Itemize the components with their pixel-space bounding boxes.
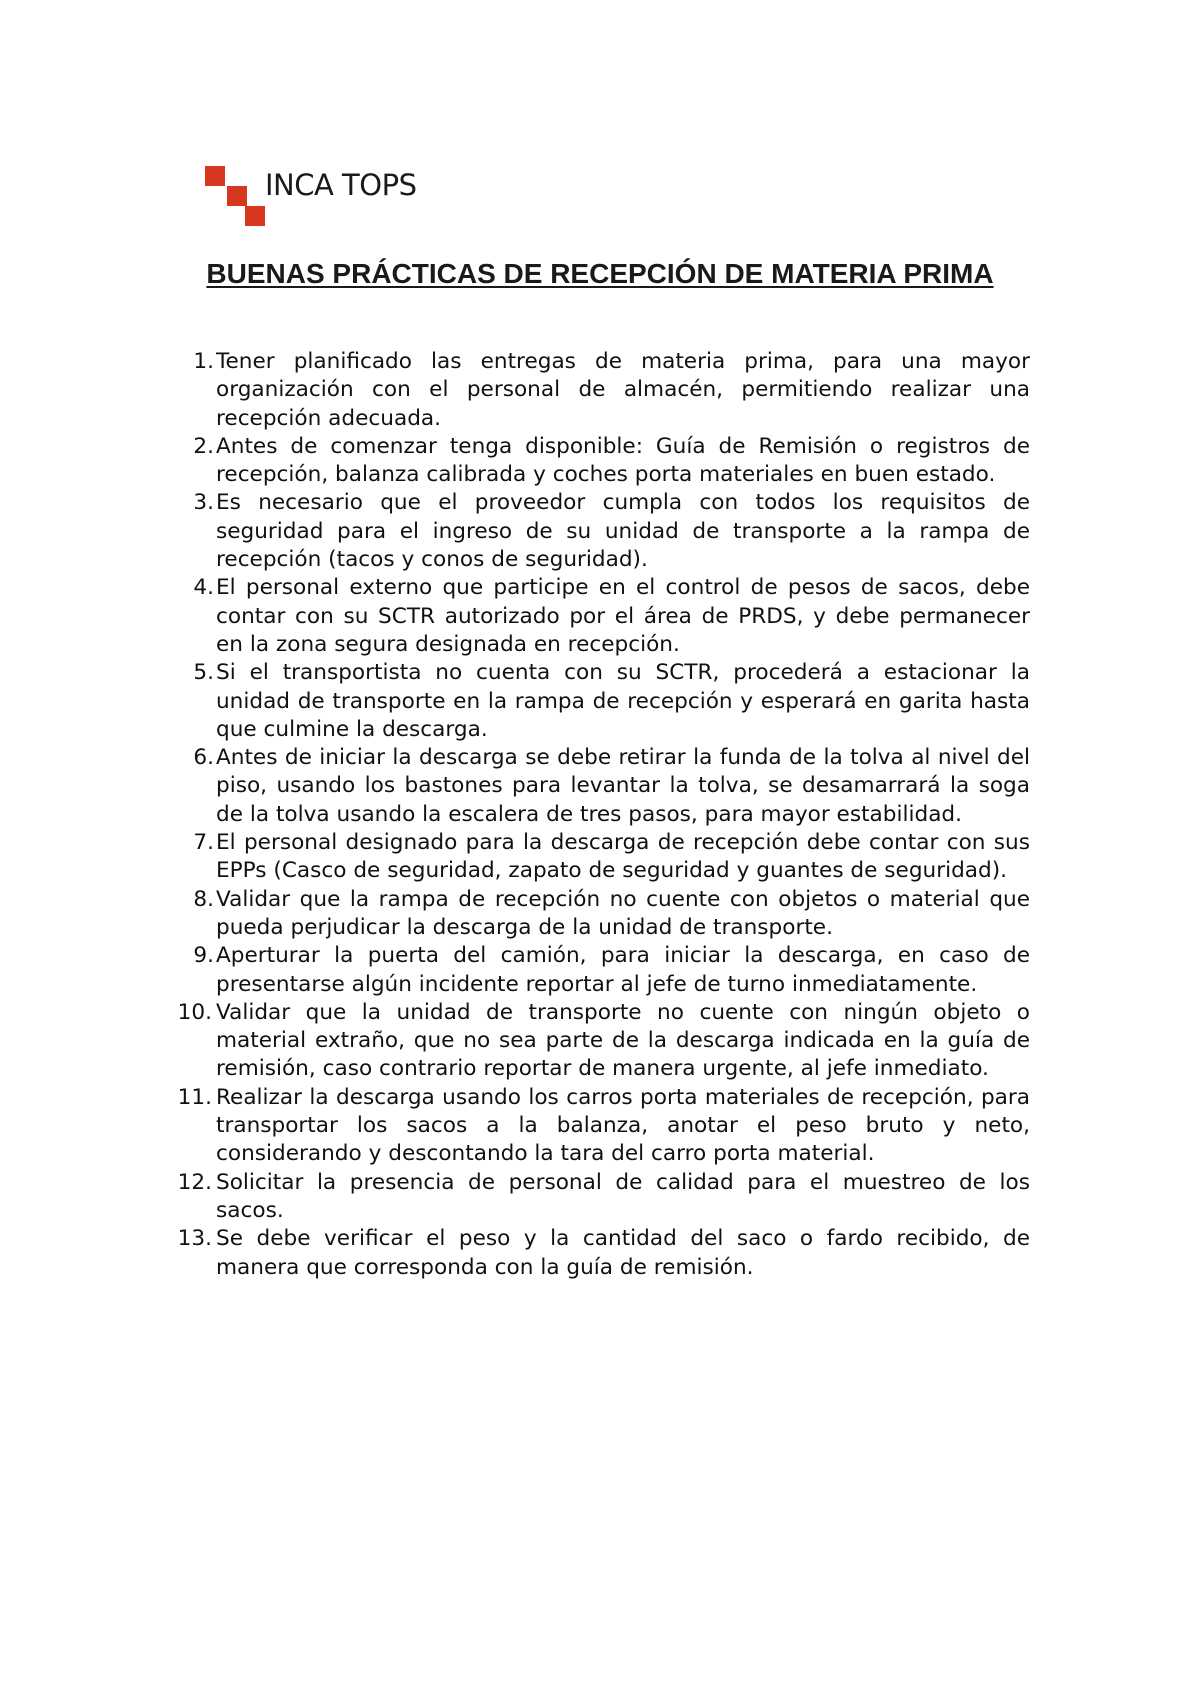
item-number: 11.	[177, 1084, 212, 1110]
item-text: Si el transportista no cuenta con su SCTR, procederá a estacionar la unidad de transporte en la rampa de recepción y esperará en garita hasta que culmine la descarga.	[216, 660, 1030, 742]
item-text: Validar que la rampa de recepción no cuente con objetos o material que pueda perjudicar la descarga de la unidad de transporte.	[216, 886, 1030, 940]
item-text: Antes de iniciar la descarga se debe retirar la funda de la tolva al nivel del piso, usando los bastones para levantar la tolva, se desamarrará la soga de la tolva usando la escalera de tres pasos, para mayor estabilidad.	[216, 745, 1030, 827]
item-text: Aperturar la puerta del camión, para iniciar la descarga, en caso de presentarse algún incidente reportar al jefe de turno inmediatamente.	[216, 943, 1030, 997]
list-item	[150, 348, 1030, 433]
item-text: Solicitar la presencia de personal de calidad para el muestreo de los sacos.	[216, 1169, 1030, 1223]
item-text: Antes de comenzar tenga disponible: Guía de Remisión o registros de recepción, balanza calibrada y coches porta materiales en buen estado.	[216, 433, 1030, 488]
list-item	[150, 1169, 1030, 1226]
item-text: Se debe verificar el peso y la cantidad del saco o fardo recibido, de manera que corresponda con la guía de remisión.	[216, 1226, 1030, 1280]
list-item	[150, 1225, 1030, 1282]
item-text: El personal externo que participe en el control de pesos de sacos, debe contar con su SCTR autorizado por el área de PRDS, y debe permanecer en la zona segura designada en recepción.	[216, 575, 1030, 657]
item-text: Es necesario que el proveedor cumpla con todos los requisitos de seguridad para el ingreso de su unidad de transporte a la rampa de recepción (tacos y conos de seguridad).	[216, 490, 1030, 573]
item-number: 6.	[193, 745, 214, 771]
list-item	[150, 999, 1030, 1084]
list-item	[150, 574, 1030, 659]
item-number: 10.	[177, 999, 212, 1025]
item-text: El personal designado para la descarga de recepción debe contar con sus EPPs (Casco de seguridad, zapato de seguridad y guantes de seguridad).	[216, 830, 1030, 884]
item-text: Tener planificado las entregas de materia prima, para una mayor organización con el personal de almacén, permitiendo realizar una recepción adecuada.	[216, 349, 1030, 431]
list-item	[150, 659, 1030, 744]
logo-square-3	[245, 206, 265, 226]
item-number: 13.	[177, 1226, 212, 1252]
logo-square-2	[227, 186, 247, 206]
item-number: 2.	[193, 433, 214, 459]
logo-square-1	[205, 166, 225, 186]
item-number: 9.	[193, 943, 214, 969]
item-number: 12.	[177, 1169, 212, 1195]
item-text: Realizar la descarga usando los carros porta materiales de recepción, para transportar los sacos a la balanza, anotar el peso bruto y neto, considerando y descontando la tara del carro porta material.	[216, 1084, 1030, 1167]
list-item	[150, 829, 1030, 886]
item-number: 1.	[193, 349, 214, 374]
list-item	[150, 886, 1030, 943]
list-item	[150, 942, 1030, 999]
company-logo	[205, 164, 465, 230]
list-item	[150, 489, 1030, 574]
item-number: 5.	[193, 660, 214, 686]
item-number: 8.	[193, 886, 214, 912]
document-title: BUENAS PRÁCTICAS DE RECEPCIÓN DE MATERIA PRIMA	[206, 258, 994, 289]
logo-text: INCA TOPS	[265, 168, 417, 202]
list-item	[150, 1084, 1030, 1169]
item-number: 3.	[193, 490, 214, 516]
item-number: 4.	[193, 575, 214, 601]
list-item	[150, 744, 1030, 829]
practices-list	[150, 348, 1030, 1282]
item-number: 7.	[193, 830, 214, 856]
item-text: Validar que la unidad de transporte no cuente con ningún objeto o material extraño, que no sea parte de la descarga indicada en la guía de remisión, caso contrario reportar de manera urgente, al jefe inmediato.	[216, 999, 1030, 1082]
list-item	[150, 433, 1030, 490]
